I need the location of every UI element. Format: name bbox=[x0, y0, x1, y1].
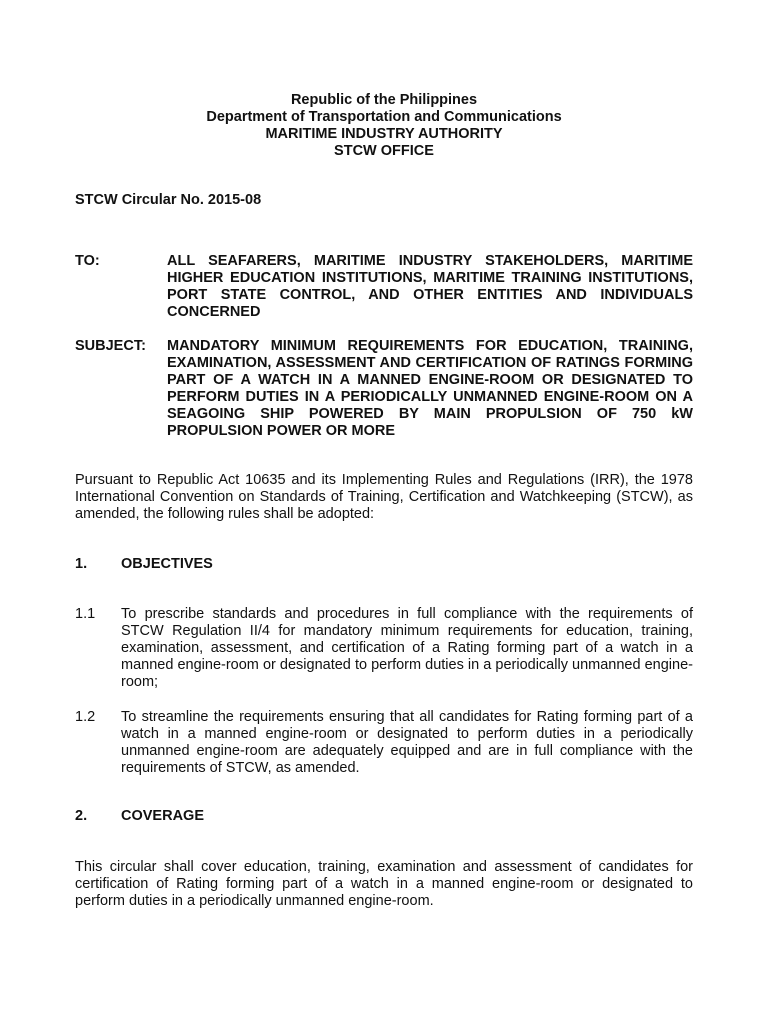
header-country: Republic of the Philippines bbox=[290, 92, 478, 108]
objective-item bbox=[75, 709, 693, 777]
addressee-block bbox=[75, 253, 693, 321]
header-department: Department of Transportation and Communications bbox=[206, 109, 562, 125]
subject-block bbox=[75, 338, 693, 440]
section-number: 1. bbox=[75, 556, 88, 572]
header-office: STCW OFFICE bbox=[334, 143, 434, 159]
coverage-paragraph: This circular shall cover education, training, examination and assessment of candidates for certification of Rating forming part of a watch in a manned engine-room or designated to perform duties in a periodically unmanned engine-room. bbox=[75, 859, 693, 909]
section-title: COVERAGE bbox=[121, 808, 204, 824]
item-number: 1.1 bbox=[75, 606, 96, 622]
item-number: 1.2 bbox=[75, 709, 96, 725]
to-value: ALL SEAFARERS, MARITIME INDUSTRY STAKEHOLDERS, MARITIME HIGHER EDUCATION INSTITUTIONS, MARITIME TRAINING INSTITUTIONS, PORT STATE CONTROL, AND OTHER ENTITIES AND INDIVIDUALS CONCERNED bbox=[167, 253, 693, 320]
subject-value: MANDATORY MINIMUM REQUIREMENTS FOR EDUCATION, TRAINING, EXAMINATION, ASSESSMENT AND CERTIFICATION OF RATINGS FORMING PART OF A WATCH IN A MANNED ENGINE-ROOM OR DESIGNATED TO PERFORM DUTIES IN A PERIODICALLY UNMANNED ENGINE-ROOM ON A SEAGOING SHIP POWERED BY MAIN PROPULSION OF 750 kW PROPULSION POWER OR MORE bbox=[167, 338, 693, 439]
section-heading-coverage bbox=[75, 808, 204, 825]
to-label: TO: bbox=[75, 253, 100, 269]
section-number: 2. bbox=[75, 808, 88, 824]
subject-label: SUBJECT: bbox=[75, 338, 146, 354]
letterhead bbox=[0, 92, 768, 160]
objective-item bbox=[75, 606, 693, 691]
item-text: To streamline the requirements ensuring that all candidates for Rating forming part of a watch in a manned engine-room or designated to perform duties in a periodically unmanned engine-room are adequately equipped and are in full compliance with the requirements of STCW, as amended. bbox=[121, 709, 693, 776]
section-title: OBJECTIVES bbox=[121, 556, 213, 572]
section-heading-objectives bbox=[75, 556, 213, 573]
intro-paragraph: Pursuant to Republic Act 10635 and its Implementing Rules and Regulations (IRR), the 1978 International Convention on Standards of Training, Certification and Watchkeeping (STCW), as amended, the following rules shall be adopted: bbox=[75, 472, 693, 522]
item-text: To prescribe standards and procedures in full compliance with the requirements of STCW Regulation II/4 for mandatory minimum requirements for education, training, examination, assessment, and certification of a Rating forming part of a watch in a manned engine-room or designated to perform duties in a periodically unmanned engine-room; bbox=[121, 606, 693, 690]
header-agency: MARITIME INDUSTRY AUTHORITY bbox=[265, 126, 503, 142]
circular-number: STCW Circular No. 2015-08 bbox=[75, 192, 262, 208]
